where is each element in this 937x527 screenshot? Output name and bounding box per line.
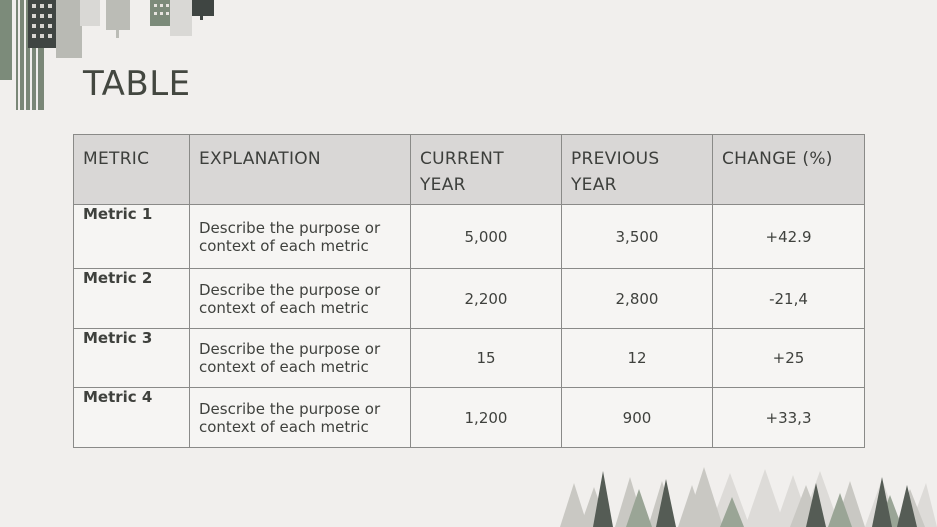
header-explanation: EXPLANATION <box>190 135 411 205</box>
change-value: +25 <box>713 329 865 388</box>
change-value: +42.9 <box>713 205 865 269</box>
change-value: +33,3 <box>713 388 865 448</box>
table-row <box>74 329 865 388</box>
page-title: TABLE <box>83 64 191 104</box>
metric-explanation: Describe the purpose or context of each metric <box>190 205 411 269</box>
header-previous-year: PREVIOUS YEAR <box>562 135 713 205</box>
header-current-year: CURRENT YEAR <box>411 135 562 205</box>
pine-forest-illustration <box>560 467 937 527</box>
metric-name: Metric 1 <box>74 205 190 269</box>
previous-year-value: 12 <box>562 329 713 388</box>
header-metric: METRIC <box>74 135 190 205</box>
metric-explanation: Describe the purpose or context of each metric <box>190 269 411 329</box>
metrics-table <box>73 134 865 448</box>
current-year-value: 15 <box>411 329 562 388</box>
metric-name: Metric 3 <box>74 329 190 388</box>
table-row <box>74 388 865 448</box>
metric-name: Metric 2 <box>74 269 190 329</box>
current-year-value: 5,000 <box>411 205 562 269</box>
current-year-value: 2,200 <box>411 269 562 329</box>
previous-year-value: 900 <box>562 388 713 448</box>
previous-year-value: 3,500 <box>562 205 713 269</box>
table-header-row <box>74 135 865 205</box>
header-change-percent: CHANGE (%) <box>713 135 865 205</box>
current-year-value: 1,200 <box>411 388 562 448</box>
metric-explanation: Describe the purpose or context of each metric <box>190 329 411 388</box>
table-row <box>74 269 865 329</box>
metric-name: Metric 4 <box>74 388 190 448</box>
metric-explanation: Describe the purpose or context of each metric <box>190 388 411 448</box>
change-value: -21,4 <box>713 269 865 329</box>
previous-year-value: 2,800 <box>562 269 713 329</box>
table-row <box>74 205 865 269</box>
